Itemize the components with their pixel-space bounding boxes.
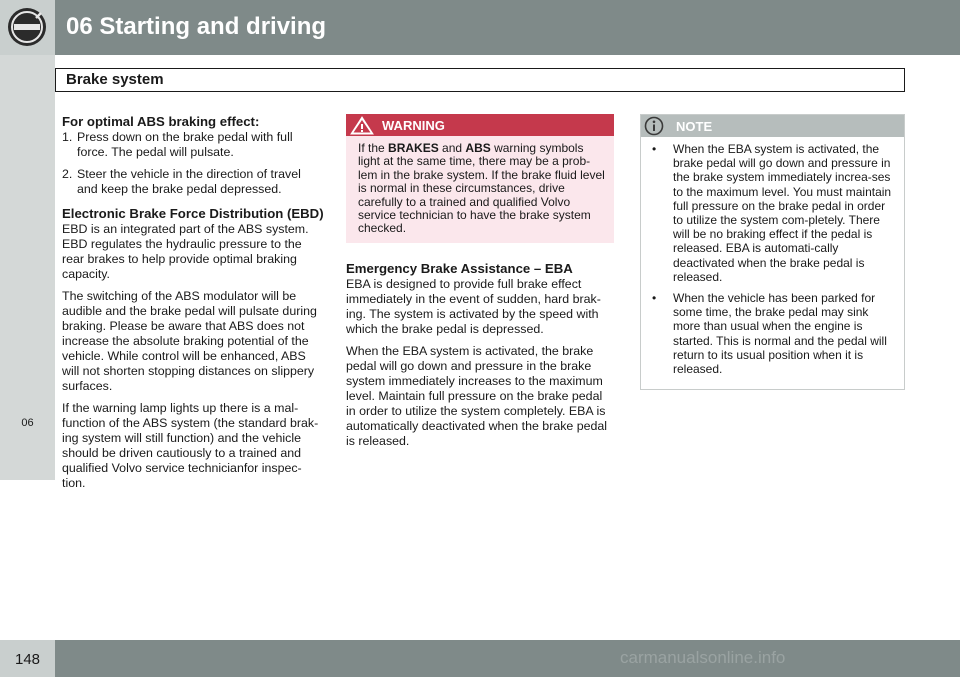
warning-header bbox=[346, 114, 614, 136]
info-icon bbox=[644, 116, 664, 136]
note-box bbox=[640, 114, 905, 390]
page-number: 148 bbox=[14, 651, 41, 668]
page-number-box bbox=[0, 640, 55, 677]
chapter-side-tab bbox=[0, 55, 55, 480]
note-bullet-text: When the EBA system is activated, the brake pedal will go down and pressure in the brake system immediately increa-ses to the maximum level. You must maintain full pressure on the brake pedal in order to utilize the system com-pletely. There will be no braking effect if the pedal is released. EBA is automati-cally deactivated when the brake pedal is released. bbox=[673, 142, 892, 284]
side-tab-label: 06 bbox=[21, 417, 34, 429]
step-text: Press down on the brake pedal with full force. The pedal will pulsate. bbox=[77, 130, 293, 159]
ebd-heading: Electronic Brake Force Distribution (EBD) bbox=[62, 206, 324, 221]
list-item bbox=[62, 167, 324, 197]
abs-heading: For optimal ABS braking effect: bbox=[62, 114, 260, 129]
eba-paragraph-2: When the EBA system is activated, the brake pedal will go down and pressure in the brake system immediately increases to the maximum level. Maintain full pressure on the brake pedal in order to utilize the system completely. EBA is automatically deactivated when the brake pedal is released. bbox=[346, 343, 608, 448]
column-right bbox=[640, 114, 905, 390]
note-body bbox=[641, 137, 904, 376]
step-number: 2. bbox=[62, 167, 73, 181]
page-footer bbox=[0, 640, 960, 677]
bullet-dot: • bbox=[652, 291, 657, 306]
chapter-title: 06 Starting and driving bbox=[66, 13, 327, 40]
brakes-label: BRAKES bbox=[388, 141, 439, 155]
abs-label: ABS bbox=[465, 141, 491, 155]
warning-text-part: warning symbols light at the same time, there may be a prob-lem in the brake system. If the brake fluid level is normal in these circumstances, drive carefully to a trained and qualified Volvo service technician to have the brake system checked. bbox=[358, 141, 605, 236]
column-left bbox=[62, 114, 324, 498]
warning-lamp-paragraph: If the warning lamp lights up there is a mal-function of the ABS system (the standard brak-ing system will still function) and the vehicle should be driven cautiously to a trained and qualified Volvo service technicianfor inspec-tion. bbox=[62, 401, 319, 490]
watermark: carmanualsonline.info bbox=[620, 648, 786, 667]
warning-text-part: and bbox=[438, 141, 466, 155]
list-item bbox=[641, 291, 896, 376]
section-title: Brake system bbox=[66, 71, 164, 88]
eba-paragraph-1: EBA is designed to provide full brake effect immediately in the event of sudden, hard brak-ing. The system is activated by the speed with which the brake pedal is depressed. bbox=[346, 276, 601, 336]
warning-box bbox=[346, 114, 614, 243]
abs-modulator-paragraph: The switching of the ABS modulator will be audible and the brake pedal will pulsate during braking. Please be aware that ABS does not increase the absolute braking potential of the vehicle. While control will be enhanced, ABS will not shorten stopping distances on slippery surfaces. bbox=[62, 289, 317, 393]
warning-text-part: If the bbox=[358, 141, 389, 155]
list-item bbox=[62, 130, 324, 160]
eba-heading: Emergency Brake Assistance – EBA bbox=[346, 260, 573, 276]
step-text: Steer the vehicle in the direction of travel and keep the brake pedal depressed. bbox=[77, 167, 301, 196]
warning-text bbox=[346, 136, 614, 236]
logo-box bbox=[0, 0, 55, 55]
note-bullet-text: When the vehicle has been parked for some time, the brake pedal may sink more than usual when the engine is started. This is normal and the pedal will return to its usual position when it is released. bbox=[673, 291, 887, 377]
note-header bbox=[641, 115, 904, 137]
list-item bbox=[641, 142, 896, 284]
warning-title: WARNING bbox=[382, 118, 445, 133]
chapter-header bbox=[0, 0, 960, 55]
note-title: NOTE bbox=[676, 119, 713, 134]
bullet-dot: • bbox=[652, 142, 657, 156]
ebd-paragraph: EBD is an integrated part of the ABS system. EBD regulates the hydraulic pressure to the rear brakes to help provide optimal braking capacity. bbox=[62, 222, 309, 281]
volvo-logo-icon bbox=[6, 6, 48, 48]
step-number: 1. bbox=[62, 130, 73, 144]
section-bar bbox=[55, 68, 905, 92]
warning-triangle-icon bbox=[350, 116, 374, 135]
abs-steps-list bbox=[62, 130, 324, 197]
column-middle bbox=[346, 114, 614, 456]
